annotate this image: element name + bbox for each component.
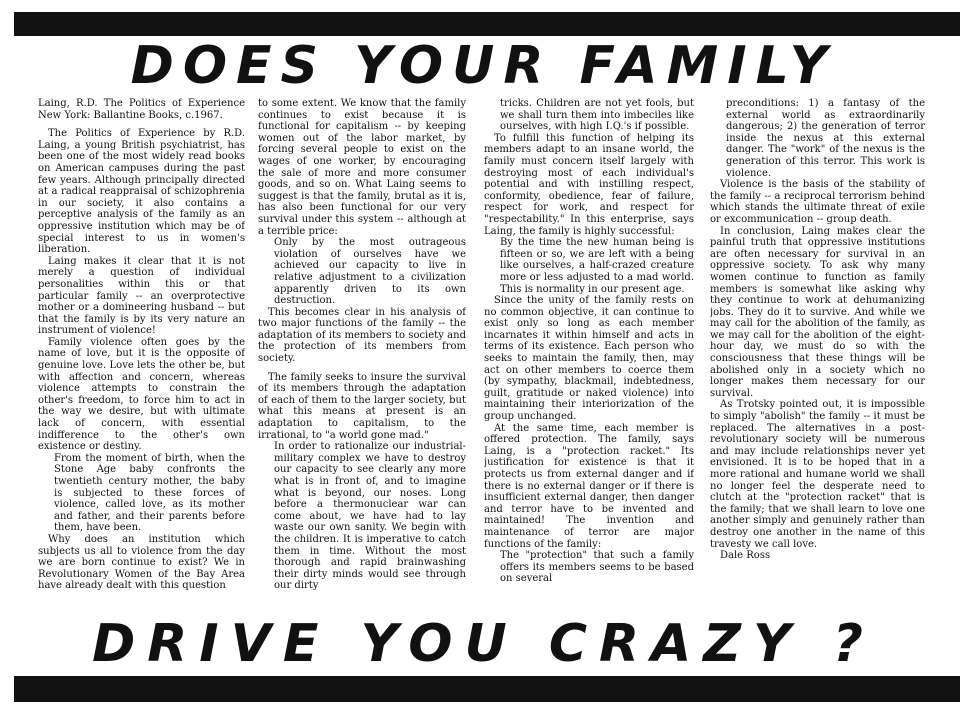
paragraph: Since the unity of the family rests on no common objective, it can continue to exist only so long as each member incarnates it within himself and acts in terms of its existence. Each person who seeks to maintain the family, then, may act on other members to coerce them (by sympathy, blackmail, indebtedness, guilt, gratitude or naked violence) into maintaining their interiorization of the group unchanged. (484, 295, 694, 423)
top-black-bar (14, 12, 960, 36)
block-quote: tricks. Children are not yet fools, but we shall turn them into imbeciles like ourselves, with high I.Q.'s if possible. (500, 98, 694, 133)
block-quote: From the moment of birth, when the Stone Age baby confronts the twentieth century mother, the baby is subjected to these forces of violence, called love, as its mother and father, and their parents before them, have been. (54, 452, 245, 534)
paragraph: To fulfill this function of helping its members adapt to an insane world, the family must concern itself largely with destroying most of each individual's potential and with instilling respect, conformity, obedience, fear of failure, respect for work, and respect for "respectability." In this enterprise, says Laing, the family is highly successful: (484, 132, 694, 237)
block-quote: The "protection" that such a family offers its members seems to be based on several (500, 550, 694, 585)
headline-bottom: DRIVE YOU CRAZY ? (92, 614, 875, 674)
paragraph: This becomes clear in his analysis of two major functions of the family -- the adaptation of its members to society and the protection of its members from society. (258, 306, 466, 365)
block-quote: By the time the new human being is fifteen or so, we are left with a being like ourselves, a half-crazed creature more or less adjusted to a mad world. This is normality in our present age. (500, 237, 694, 295)
paragraph: Violence is the basis of the stability of the family -- a reciprocal terrorism behind which stands the ultimate threat of exile or excommunication -- group death. (710, 179, 925, 225)
paragraph: At the same time, each member is offered protection. The family, says Laing, is a "protection racket." Its justification for existence is that it protects us from external danger and if there is no external danger or if there is insufficient external danger, then danger and terror have to be invented and maintained! The invention and maintenance of terror are major functions of the family: (484, 422, 694, 550)
block-quote: Only by the most outrageous violation of ourselves have we achieved our capacity to live in relative adjustment to a civilization apparently driven to its own destruction. (274, 237, 466, 307)
paragraph: As Trotsky pointed out, it is impossible to simply "abolish" the family -- it must be replaced. The alternatives in a post-revolutionary society will be numerous and may include relationships never yet envisioned. It is to be hoped that in a more rational and humane world we shall no longer feel the desperate need to clutch at the "protection racket" that is the family; that we shall learn to love one another simply and genuinely rather than destroy one another in the name of this travesty we call love. (710, 399, 925, 550)
headline-top: DOES YOUR FAMILY (130, 36, 837, 96)
column-1 (38, 98, 245, 616)
paragraph: Why does an institution which subjects us all to violence from the day we are born continue to exist? We in Revolutionary Women of the Bay Area have already dealt with this question (38, 533, 245, 592)
paragraph: The Politics of Experience by R.D. Laing, a young British psychiatrist, has been one of the most widely read books on American campuses during the past few years. Although principally directed at a radical reappraisal of schizophrenia in our society, it also contains a perceptive analysis of the family as an oppressive institution which may be of special interest to us in women's liberation. (38, 128, 245, 256)
paragraph: Family violence often goes by the name of love, but it is the opposite of genuine love. Love lets the other be, but with affection and concern, whereas violence attempts to constrain the other's freedom, to force him to act in the way we desire, but with ultimate lack of concern, with essential indifference to the other's own existence or destiny. (38, 336, 245, 453)
citation: Laing, R.D. The Politics of Experience New York: Ballantine Books, c.1967. (38, 98, 245, 121)
column-2 (258, 98, 466, 616)
column-3 (484, 98, 694, 616)
paragraph: In conclusion, Laing makes clear the painful truth that oppressive institutions are often necessary for survival in an oppressive society. To ask why many women continue to function as family members is somewhat like asking why they continue to work at dehumanizing jobs. They do it to survive. And while we may call for the abolition of the family, as we may call for the abolition of the eight-hour day, we must do so with the consciousness that these things will be abolished only in a society which no longer makes them necessary for our survival. (710, 225, 925, 399)
block-quote: In order to rationalize our industrial-military complex we have to destroy our capacity to see clearly any more what is in front of, and to imagine what is beyond, our noses. Long before a thermonuclear war can come about, we have had to lay waste our own sanity. We begin with the children. It is imperative to catch them in time. Without the most thorough and rapid brainwashing their dirty minds would see through our dirty (274, 441, 466, 592)
paragraph: The family seeks to insure the survival of its members through the adaptation of each of them to the larger society, but what this means at present is an adaptation to capitalism, to the irrational, to "a world gone mad." (258, 371, 466, 441)
paragraph: to some extent. We know that the family continues to exist because it is functional for capitalism -- by keeping women out of the labor market, by forcing several people to exist on the wages of one worker, by encouraging the sale of more and more consumer goods, and so on. What Laing seems to suggest is that the family, brutal as it is, has also been functional for our very survival under this system -- although at a terrible price: (258, 98, 466, 237)
author-signature: Dale Ross (720, 550, 771, 562)
block-quote: preconditions: 1) a fantasy of the external world as extraordinarily dangerous; 2) the generation of terror inside the nexus at this external danger. The "work" of the nexus is the generation of this terror. This work is violence. (726, 98, 925, 179)
column-4 (710, 98, 925, 616)
paragraph: Laing makes it clear that it is not merely a question of individual personalities within this or that particular family -- an overprotective mother or a domineering husband -- but that the family is by its very nature an instrument of violence! (38, 255, 245, 337)
bottom-black-bar (14, 676, 960, 702)
